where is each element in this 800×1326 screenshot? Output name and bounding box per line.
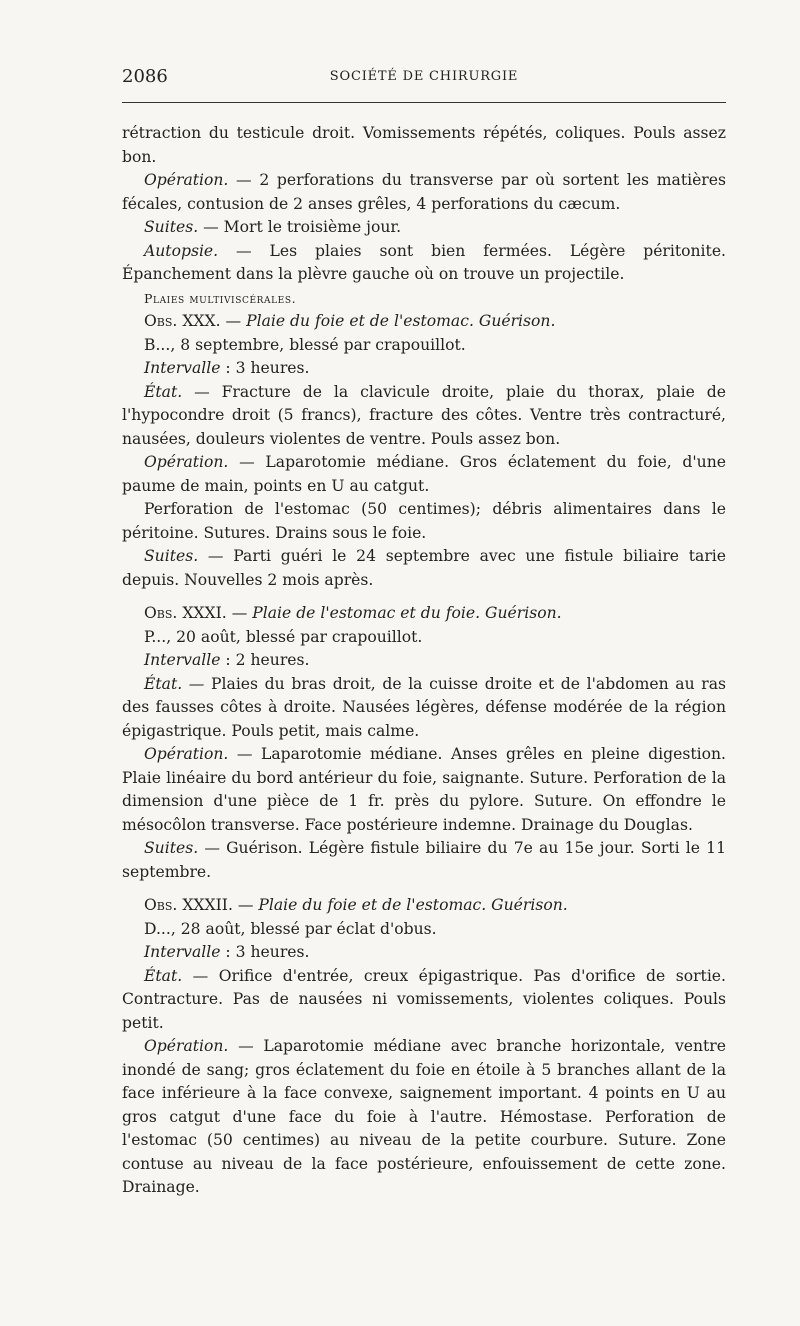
etat-text: Plaies du bras droit, de la cuisse droite et de l'abdomen au ras des fausses côtes à droite. Nausées légères, défense modérée de la région épigastrique. Pouls petit, mais calme. (122, 674, 726, 740)
intervalle-label: Intervalle (144, 359, 221, 377)
page-number: 2086 (122, 66, 168, 87)
intro-paragraph: rétraction du testicule droit. Vomissements répétés, coliques. Pouls assez bon. (122, 124, 726, 166)
obs-number: Obs. XXX. — (144, 312, 242, 330)
etat-text: Orifice d'entrée, creux épigastrique. Pas d'orifice de sortie. Contracture. Pas de nausées ni vomissements, violentes coliques. Pouls petit. (122, 966, 726, 1032)
intervalle-label: Intervalle (144, 651, 221, 669)
header-rule (122, 102, 726, 103)
obs32-etat (122, 965, 726, 1036)
operation-label: Opération. — (144, 745, 253, 763)
suites-label: Suites. — (144, 839, 220, 857)
obs-title: Plaie de l'estomac et du foie. Guérison. (247, 604, 562, 622)
obs31-etat (122, 673, 726, 744)
intervalle-label: Intervalle (144, 943, 221, 961)
obs-title: Plaie du foie et de l'estomac. Guérison. (253, 896, 568, 914)
obs30-suites (122, 545, 726, 592)
intervalle-value: : 2 heures. (220, 651, 310, 669)
suites-label: Suites. — (144, 218, 219, 236)
obs31-patient: P..., 20 août, blessé par crapouillot. (144, 627, 423, 646)
obs30-etat (122, 381, 726, 452)
suites-label: Suites. — (144, 547, 224, 565)
intervalle-value: : 3 heures. (220, 943, 310, 961)
section-heading: Plaies multiviscérales. (144, 290, 297, 306)
operation-label: Opération. — (144, 171, 252, 189)
obs32-operation (122, 1035, 726, 1200)
suites-text: Guérison. Légère fistule biliaire du 7e au 15e jour. Sorti le 11 septembre. (122, 839, 727, 881)
obs-number: Obs. XXXII. — (144, 896, 254, 914)
obs-title: Plaie du foie et de l'estomac. Guérison. (241, 312, 556, 330)
intro-autopsie (122, 240, 726, 287)
operation-text: Laparotomie médiane. Gros éclatement du foie, d'une paume de main, points en U au catgut. (122, 453, 726, 495)
obs31-operation (122, 743, 726, 837)
obs32-title (122, 894, 726, 918)
etat-text: Fracture de la clavicule droite, plaie du thorax, plaie de l'hypocondre droit (5 francs), fracture des côtes. Ventre très contracturé, nausées, douleurs violentes de ventre. Pouls assez bon. (122, 382, 726, 448)
obs30-title (122, 310, 726, 334)
suites-text: Parti guéri le 24 septembre avec une fistule biliaire tarie depuis. Nouvelles 2 mois après. (122, 547, 727, 589)
obs-number: Obs. XXXI. — (144, 604, 248, 622)
etat-label: État. — (144, 966, 209, 985)
operation-label: Opération. — (144, 453, 255, 471)
obs31-suites (122, 837, 726, 884)
intro-suites (122, 216, 726, 240)
running-title: SOCIÉTÉ DE CHIRURGIE (329, 69, 519, 84)
obs30-perforation: Perforation de l'estomac (50 centimes); débris alimentaires dans le péritoine. Sutures. Drains sous le foie. (122, 500, 726, 542)
obs30-operation (122, 451, 726, 498)
obs32-patient: D..., 28 août, blessé par éclat d'obus. (144, 919, 437, 938)
etat-label: État. — (144, 674, 205, 693)
suites-text: Mort le troisième jour. (218, 218, 402, 236)
etat-label: État. — (144, 382, 210, 401)
intro-operation (122, 169, 726, 216)
operation-label: Opération. — (144, 1037, 254, 1055)
obs30-intervalle (122, 357, 726, 381)
autopsie-text: Les plaies sont bien fermées. Légère péritonite. Épanchement dans la plèvre gauche où on trouve un projectile. (122, 241, 726, 283)
operation-text: Laparotomie médiane. Anses grêles en pleine digestion. Plaie linéaire du bord antérieur du foie, saignante. Suture. Perforation de la dimension d'une pièce de 1 fr. près du pylore. Suture. On effondre le mésocôlon transverse. Face postérieure indemne. Drainage du Douglas. (122, 745, 726, 834)
page-header (122, 66, 726, 90)
obs31-intervalle (122, 649, 726, 673)
operation-text: 2 perforations du transverse par où sortent les matières fécales, contusion de 2 anses grêles, 4 perforations du cæcum. (122, 171, 726, 213)
obs31-title (122, 602, 726, 626)
autopsie-label: Autopsie. — (144, 241, 252, 260)
page-body (122, 122, 726, 1200)
intervalle-value: : 3 heures. (220, 359, 310, 377)
obs30-patient: B..., 8 septembre, blessé par crapouillot. (144, 335, 466, 354)
operation-text: Laparotomie médiane avec branche horizontale, ventre inondé de sang; gros éclatement du foie en étoile à 5 branches allant de la face inférieure à la face convexe, saignement important. 4 points en U au gros catgut d'une face du foie à l'autre. Hémostase. Perforation de l'estomac (50 centimes) au niveau de la petite courbure. Suture. Zone contuse au niveau de la face postérieure, enfouissement de cette zone. Drainage. (122, 1037, 726, 1196)
obs32-intervalle (122, 941, 726, 965)
